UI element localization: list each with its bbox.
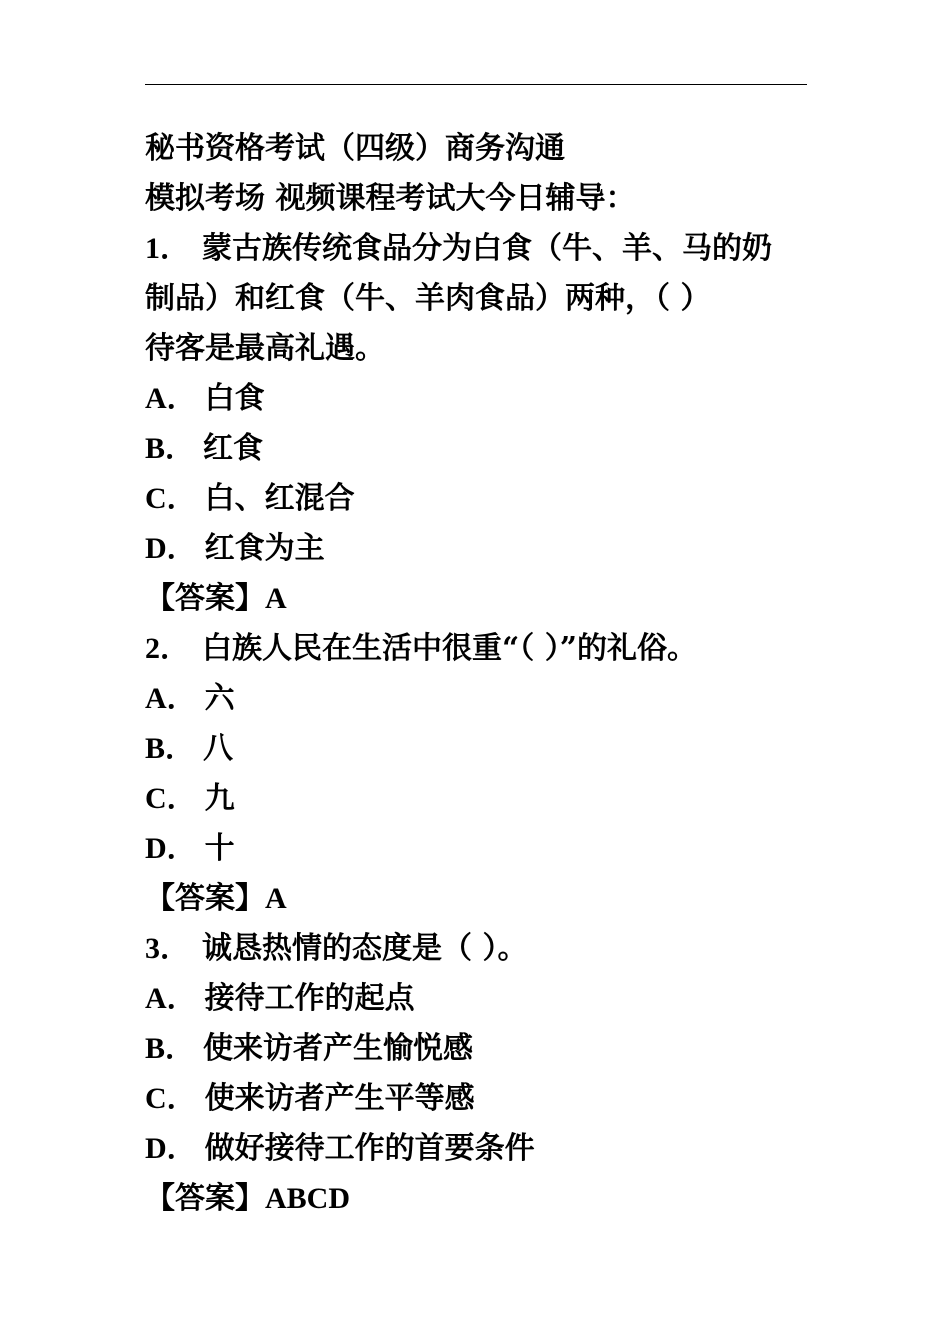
document-body — [145, 124, 815, 1224]
document-title: 秘书资格考试（四级）商务沟通 — [145, 131, 565, 166]
option-c — [145, 774, 815, 824]
option-b — [145, 424, 815, 474]
answer-prefix: 【答案】 — [145, 881, 265, 916]
question-stem-line: 制品）和红食（牛、羊肉食品）两种，（ ） — [145, 281, 711, 316]
option-b — [145, 724, 815, 774]
option-d — [145, 824, 815, 874]
option-b — [145, 1024, 815, 1074]
option-letter: A． — [145, 982, 197, 1015]
option-a — [145, 974, 815, 1024]
question-number: 1． — [145, 232, 190, 265]
question-text: 诚恳热情的态度是（ ）。 — [202, 931, 528, 966]
option-d — [145, 524, 815, 574]
answer-value: A — [265, 882, 287, 915]
option-text: 十 — [204, 831, 235, 866]
question-stem-line: 待客是最高礼遇。 — [145, 331, 385, 366]
question-text: 蒙古族传统食品分为白食（牛、羊、马的奶 — [202, 231, 772, 266]
question-1 — [145, 224, 815, 624]
document-subtitle: 模拟考场 视频课程考试大今日辅导： — [145, 181, 636, 216]
option-letter: C． — [145, 782, 197, 815]
option-text: 白食 — [204, 381, 265, 416]
option-text: 红食 — [203, 431, 264, 466]
option-c — [145, 1074, 815, 1124]
option-letter: D． — [145, 1132, 197, 1165]
option-letter: B． — [145, 1032, 196, 1065]
answer-value: ABCD — [265, 1182, 351, 1215]
option-letter: A． — [145, 682, 197, 715]
question-number: 2． — [145, 632, 190, 665]
option-text: 使来访者产生平等感 — [204, 1081, 475, 1116]
option-text: 接待工作的起点 — [204, 981, 415, 1016]
header-rule — [145, 84, 807, 85]
option-a — [145, 674, 815, 724]
option-text: 白、红混合 — [204, 481, 355, 516]
question-stem-line — [145, 224, 815, 274]
question-3 — [145, 924, 815, 1224]
option-text: 九 — [204, 781, 235, 816]
question-number: 3． — [145, 932, 190, 965]
option-text: 做好接待工作的首要条件 — [204, 1131, 535, 1166]
option-d — [145, 1124, 815, 1174]
option-text: 八 — [203, 731, 234, 766]
answer-line — [145, 1174, 815, 1224]
question-2 — [145, 624, 815, 924]
option-text: 六 — [204, 681, 235, 716]
answer-line — [145, 574, 815, 624]
option-letter: A． — [145, 382, 197, 415]
option-letter: D． — [145, 532, 197, 565]
option-a — [145, 374, 815, 424]
answer-value: A — [265, 582, 287, 615]
option-text: 红食为主 — [204, 531, 325, 566]
option-letter: B． — [145, 732, 196, 765]
question-stem-line — [145, 924, 815, 974]
question-text: 白族人民在生活中很重“（ ）”的礼俗。 — [202, 631, 697, 666]
question-stem-line — [145, 624, 815, 674]
answer-line — [145, 874, 815, 924]
option-letter: D． — [145, 832, 197, 865]
answer-prefix: 【答案】 — [145, 1181, 265, 1216]
option-c — [145, 474, 815, 524]
option-letter: C． — [145, 1082, 197, 1115]
option-letter: C． — [145, 482, 197, 515]
option-letter: B． — [145, 432, 196, 465]
option-text: 使来访者产生愉悦感 — [203, 1031, 474, 1066]
answer-prefix: 【答案】 — [145, 581, 265, 616]
